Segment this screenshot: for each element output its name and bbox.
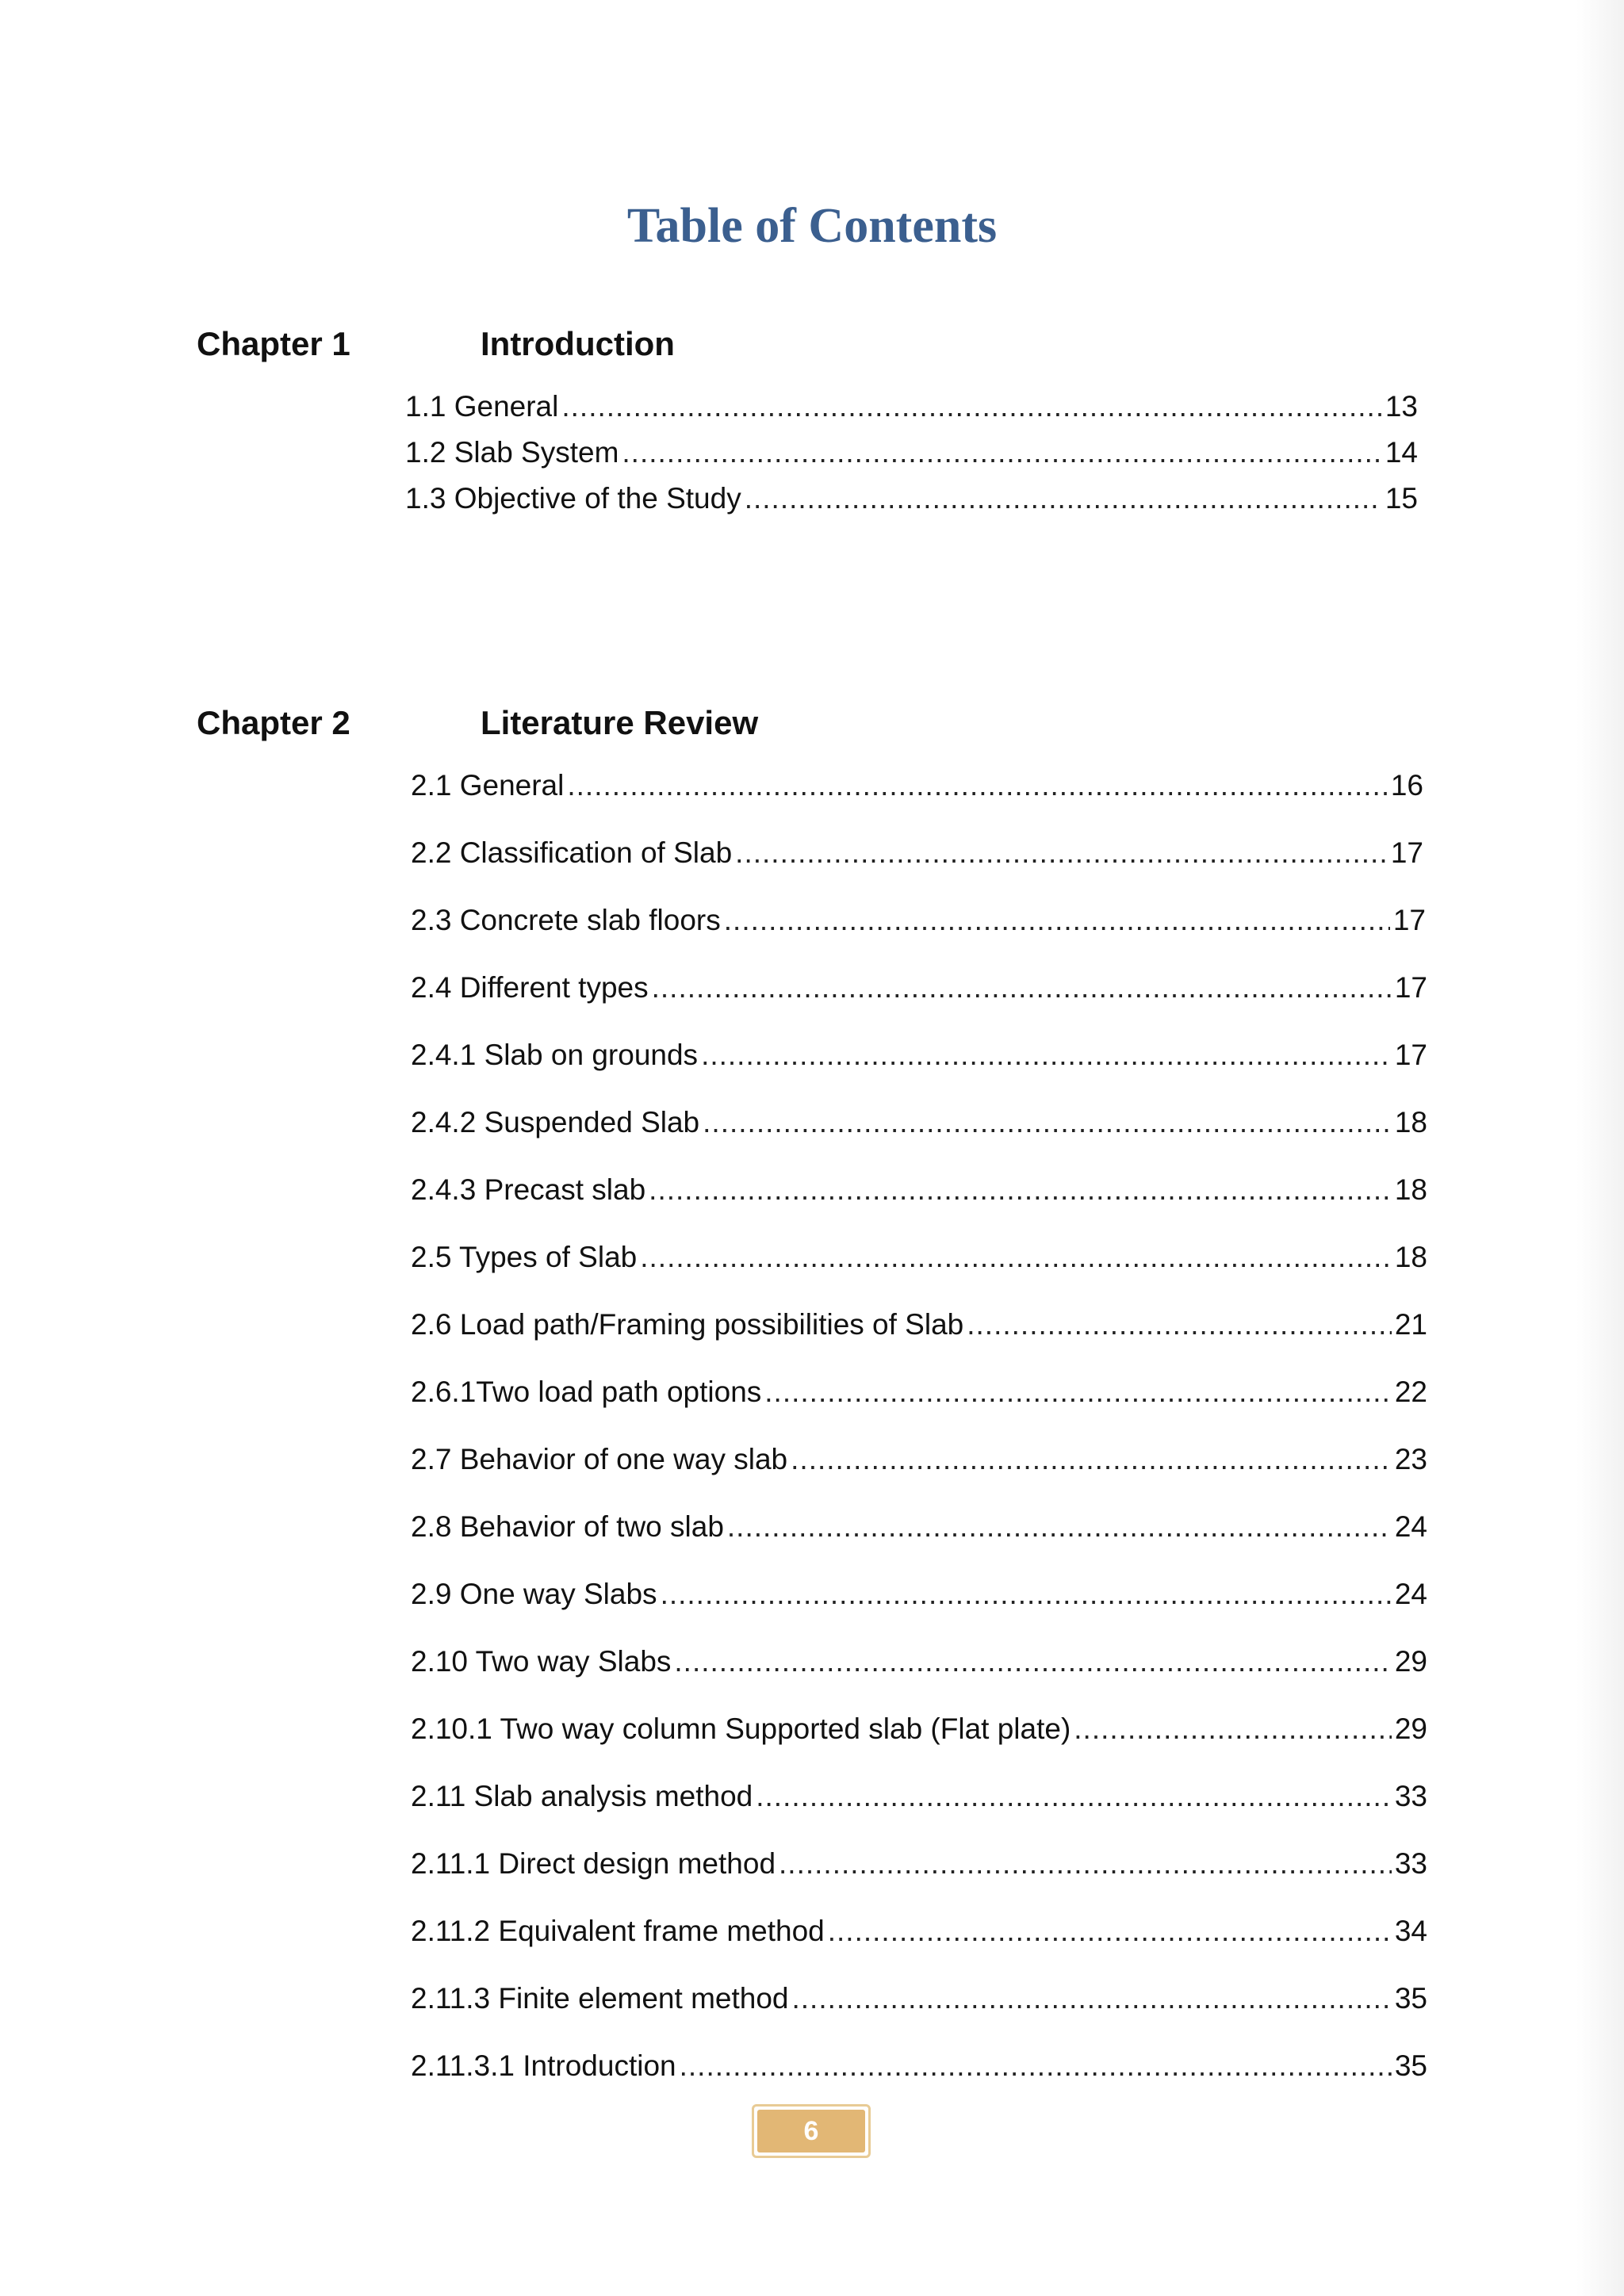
toc-entry-title: 1.1 General <box>405 390 559 423</box>
toc-entry-page: 13 <box>1385 390 1418 423</box>
page-number-badge <box>752 2104 871 2158</box>
toc-entry-page: 17 <box>1394 1039 1427 1071</box>
dot-leader <box>661 1573 1392 1616</box>
toc-entry-title: 1.3 Objective of the Study <box>405 482 741 515</box>
toc-entry-title: 2.4.3 Precast slab <box>411 1173 646 1206</box>
page-number: 6 <box>757 2110 865 2152</box>
toc-entry-page: 17 <box>1394 971 1427 1004</box>
toc-entry-title: 2.5 Types of Slab <box>411 1241 638 1273</box>
toc-entry-title: 2.4 Different types <box>411 971 649 1004</box>
dot-leader <box>756 1775 1392 1818</box>
toc-entry[interactable] <box>411 899 1426 942</box>
page-title: Table of Contents <box>626 199 998 253</box>
toc-entry-title: 2.11.3 Finite element method <box>411 1982 789 2015</box>
toc-entry[interactable] <box>411 966 1427 1009</box>
dot-leader <box>680 2045 1392 2087</box>
dot-leader <box>674 1640 1391 1683</box>
dot-leader <box>764 1371 1392 1414</box>
toc-entry-page: 34 <box>1394 1915 1427 1947</box>
toc-list-chapter-1 <box>405 385 1418 528</box>
chapter-heading <box>197 320 1465 368</box>
toc-entry-page: 35 <box>1394 1982 1427 2015</box>
toc-entry[interactable] <box>411 832 1423 874</box>
dot-leader <box>745 477 1382 520</box>
toc-entry[interactable] <box>411 1303 1427 1346</box>
toc-entry-page: 17 <box>1392 904 1426 936</box>
toc-entry[interactable] <box>411 1977 1427 2020</box>
dot-leader <box>567 764 1387 807</box>
toc-entry[interactable] <box>411 1371 1427 1414</box>
toc-entry-page: 14 <box>1385 436 1418 469</box>
toc-entry[interactable] <box>411 1910 1427 1953</box>
dot-leader <box>735 832 1388 874</box>
toc-entry-page: 24 <box>1394 1578 1427 1610</box>
toc-entry-page: 15 <box>1385 482 1418 515</box>
toc-entry-title: 2.6.1Two load path options <box>411 1376 762 1408</box>
toc-entry-title: 2.11.3.1 Introduction <box>411 2049 676 2082</box>
toc-entry-title: 1.2 Slab System <box>405 436 619 469</box>
toc-list-chapter-2 <box>411 764 1427 2096</box>
dot-leader <box>828 1910 1392 1953</box>
toc-entry[interactable] <box>411 1708 1427 1751</box>
toc-entry[interactable] <box>411 764 1423 807</box>
toc-entry-page: 33 <box>1394 1847 1427 1880</box>
dot-leader <box>561 385 1381 428</box>
toc-entry[interactable] <box>411 1034 1427 1077</box>
dot-leader <box>703 1101 1392 1144</box>
toc-entry-page: 29 <box>1394 1712 1427 1745</box>
dot-leader <box>791 1977 1391 2020</box>
toc-entry-page: 18 <box>1394 1173 1427 1206</box>
toc-entry-title: 2.10 Two way Slabs <box>411 1645 672 1678</box>
toc-entry-title: 2.7 Behavior of one way slab <box>411 1443 788 1475</box>
toc-entry[interactable] <box>411 1775 1427 1818</box>
toc-entry[interactable] <box>411 1506 1427 1548</box>
toc-entry[interactable] <box>411 1640 1427 1683</box>
toc-entry-title: 2.2 Classification of Slab <box>411 836 733 869</box>
toc-entry-page: 17 <box>1390 836 1423 869</box>
toc-entry[interactable] <box>405 431 1418 474</box>
toc-entry[interactable] <box>411 1236 1427 1279</box>
chapter-label: Chapter 2 <box>197 704 350 741</box>
dot-leader <box>967 1303 1392 1346</box>
toc-entry[interactable] <box>411 1438 1427 1481</box>
dot-leader <box>649 1169 1392 1211</box>
toc-entry-title: 2.11.2 Equivalent frame method <box>411 1915 825 1947</box>
toc-entry-page: 24 <box>1394 1510 1427 1543</box>
dot-leader <box>1074 1708 1392 1751</box>
toc-entry-page: 16 <box>1390 769 1423 802</box>
toc-entry[interactable] <box>411 1101 1427 1144</box>
dot-leader <box>640 1236 1392 1279</box>
toc-entry-title: 2.6 Load path/Framing possibilities of Slab <box>411 1308 964 1341</box>
toc-entry[interactable] <box>411 1573 1427 1616</box>
chapter-heading <box>197 699 1465 747</box>
toc-entry-title: 2.8 Behavior of two slab <box>411 1510 724 1543</box>
toc-entry-page: 33 <box>1394 1780 1427 1812</box>
dot-leader <box>652 966 1392 1009</box>
toc-entry[interactable] <box>411 1843 1427 1885</box>
toc-entry-title: 2.11.1 Direct design method <box>411 1847 776 1880</box>
dot-leader <box>779 1843 1392 1885</box>
dot-leader <box>622 431 1381 474</box>
dot-leader <box>701 1034 1392 1077</box>
dot-leader <box>727 1506 1392 1548</box>
toc-entry-title: 2.4.2 Suspended Slab <box>411 1106 700 1138</box>
toc-entry[interactable] <box>405 477 1418 520</box>
page-edge-shadow <box>1576 0 1624 2296</box>
toc-entry-title: 2.10.1 Two way column Supported slab (Flat plate) <box>411 1712 1071 1745</box>
chapter-title: Literature Review <box>481 704 759 741</box>
toc-entry-page: 23 <box>1394 1443 1427 1475</box>
toc-entry-title: 2.3 Concrete slab floors <box>411 904 721 936</box>
toc-entry-title: 2.11 Slab analysis method <box>411 1780 753 1812</box>
toc-entry[interactable] <box>405 385 1418 428</box>
toc-entry-page: 18 <box>1394 1106 1427 1138</box>
toc-entry-title: 2.1 General <box>411 769 565 802</box>
toc-entry-page: 18 <box>1394 1241 1427 1273</box>
toc-entry-page: 21 <box>1394 1308 1427 1341</box>
toc-entry[interactable] <box>411 1169 1427 1211</box>
dot-leader <box>724 899 1390 942</box>
chapter-title: Introduction <box>481 325 675 362</box>
chapter-label: Chapter 1 <box>197 325 350 362</box>
toc-entry[interactable] <box>411 2045 1427 2087</box>
dot-leader <box>791 1438 1392 1481</box>
toc-entry-page: 35 <box>1394 2049 1427 2082</box>
toc-entry-page: 29 <box>1394 1645 1427 1678</box>
toc-entry-title: 2.4.1 Slab on grounds <box>411 1039 699 1071</box>
toc-entry-page: 22 <box>1394 1376 1427 1408</box>
toc-entry-title: 2.9 One way Slabs <box>411 1578 657 1610</box>
